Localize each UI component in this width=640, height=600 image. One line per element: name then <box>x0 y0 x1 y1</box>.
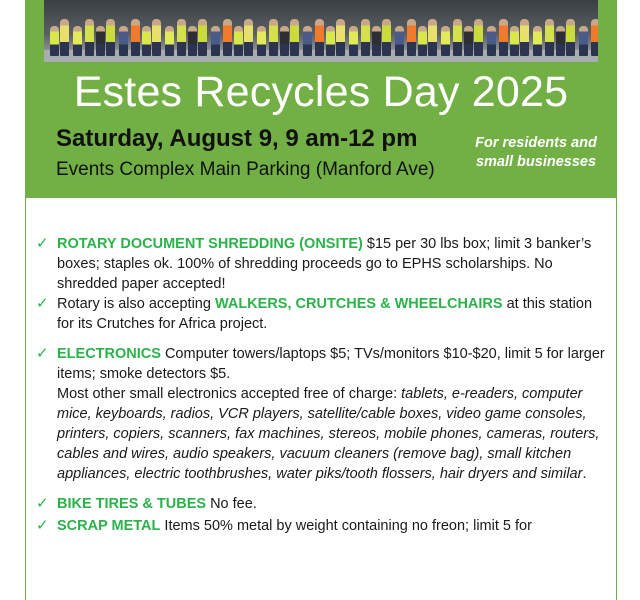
check-icon: ✓ <box>36 517 49 534</box>
item-text-after: at this station for its Crutches for Africa project. <box>57 296 593 332</box>
volunteer-figure <box>177 19 186 56</box>
volunteer-figure <box>131 19 140 56</box>
item-text: $15 per 30 lbs box; limit 3 banker’s boxes; staples ok. 100% of shredding proceeds go to EPHS scholarships. No shredded paper accepted! <box>57 236 592 292</box>
free-intro: Most other small electronics accepted free of charge: <box>57 386 402 402</box>
volunteer-figure <box>579 26 588 56</box>
volunteer-figure <box>315 19 324 56</box>
volunteer-figure <box>106 19 115 56</box>
volunteer-figure <box>441 26 450 56</box>
item-text: Computer towers/laptops $5; TVs/monitors $10-$20, limit 5 for larger items; smoke detectors $5. <box>57 346 605 382</box>
volunteer-figure <box>566 19 575 56</box>
volunteer-figure <box>453 19 462 56</box>
free-end: . <box>582 466 587 482</box>
volunteer-figure <box>257 26 266 56</box>
list-item-walkers <box>36 294 606 334</box>
audience-note <box>466 134 606 172</box>
volunteer-figure <box>499 19 508 56</box>
volunteer-figure <box>533 26 542 56</box>
item-heading: ROTARY DOCUMENT SHREDDING (ONSITE) <box>57 236 363 252</box>
audience-note-line-1: For residents and <box>475 135 597 151</box>
check-icon: ✓ <box>36 235 49 252</box>
item-heading: WALKERS, CRUTCHES & WHEELCHAIRS <box>214 296 503 312</box>
check-icon: ✓ <box>36 495 49 512</box>
free-electronics-note <box>57 384 606 484</box>
volunteer-figure <box>382 19 391 56</box>
volunteer-figure <box>188 26 197 56</box>
volunteer-figure <box>96 26 105 56</box>
volunteers-photo <box>44 0 598 62</box>
volunteer-figure <box>545 19 554 56</box>
volunteer-figure <box>361 19 370 56</box>
volunteer-figure <box>395 26 404 56</box>
event-title: Estes Recycles Day 2025 <box>73 68 569 116</box>
item-text: Items 50% metal by weight containing no freon; limit 5 for <box>160 518 532 534</box>
list-item-electronics <box>36 344 606 484</box>
volunteer-figure <box>73 26 82 56</box>
item-heading: SCRAP METAL <box>57 518 161 534</box>
volunteer-figure <box>290 19 299 56</box>
volunteer-figure <box>407 19 416 56</box>
volunteer-figure <box>244 19 253 56</box>
volunteer-figure <box>303 26 312 56</box>
volunteer-figure <box>269 19 278 56</box>
volunteer-figure <box>372 26 381 56</box>
volunteer-figure <box>280 26 289 56</box>
volunteer-figure <box>85 19 94 56</box>
accepted-items-list <box>36 234 606 536</box>
volunteer-figure <box>591 19 598 56</box>
volunteer-figure <box>510 26 519 56</box>
volunteer-figure <box>165 26 174 56</box>
volunteer-figure <box>349 26 358 56</box>
audience-note-line-2: small businesses <box>475 154 597 170</box>
volunteer-figure <box>487 26 496 56</box>
volunteer-figure <box>152 19 161 56</box>
volunteer-figure <box>474 19 483 56</box>
volunteer-figure <box>50 26 59 56</box>
event-date: Saturday, August 9, 9 am-12 pm <box>56 125 418 152</box>
volunteer-figure <box>142 26 151 56</box>
item-text: No fee. <box>206 496 257 512</box>
volunteer-figure <box>520 19 529 56</box>
list-item-shredding <box>36 234 606 294</box>
volunteer-figure <box>464 26 473 56</box>
check-icon: ✓ <box>36 295 49 312</box>
volunteer-figure <box>428 19 437 56</box>
volunteer-figure <box>60 19 69 56</box>
free-list: tablets, e-readers, computer mice, keyboards, radios, VCR players, satellite/cable boxes, video game consoles, printers, copiers, scanners, fax machines, stereos, mobile phones, cameras, routers, cables and wires, audio speakers, vacuum cleaners (remove bag), small kitchen appliances, electric toothbrushes, water piks/tooth flossers, hair dryers and similar <box>57 386 600 482</box>
volunteer-figure <box>326 26 335 56</box>
volunteer-figure <box>223 19 232 56</box>
volunteer-figure <box>119 26 128 56</box>
volunteer-figure <box>211 26 220 56</box>
item-heading: ELECTRONICS <box>57 346 161 362</box>
list-item-bike <box>36 494 606 514</box>
check-icon: ✓ <box>36 345 49 362</box>
volunteer-figure <box>556 26 565 56</box>
item-heading: BIKE TIRES & TUBES <box>57 496 207 512</box>
event-location: Events Complex Main Parking (Manford Ave) <box>56 159 435 180</box>
volunteer-figure <box>418 26 427 56</box>
volunteer-figure <box>234 26 243 56</box>
volunteer-figure <box>336 19 345 56</box>
volunteer-figure <box>198 19 207 56</box>
list-item-scrap <box>36 516 606 536</box>
item-text-before: Rotary is also accepting <box>57 296 215 312</box>
